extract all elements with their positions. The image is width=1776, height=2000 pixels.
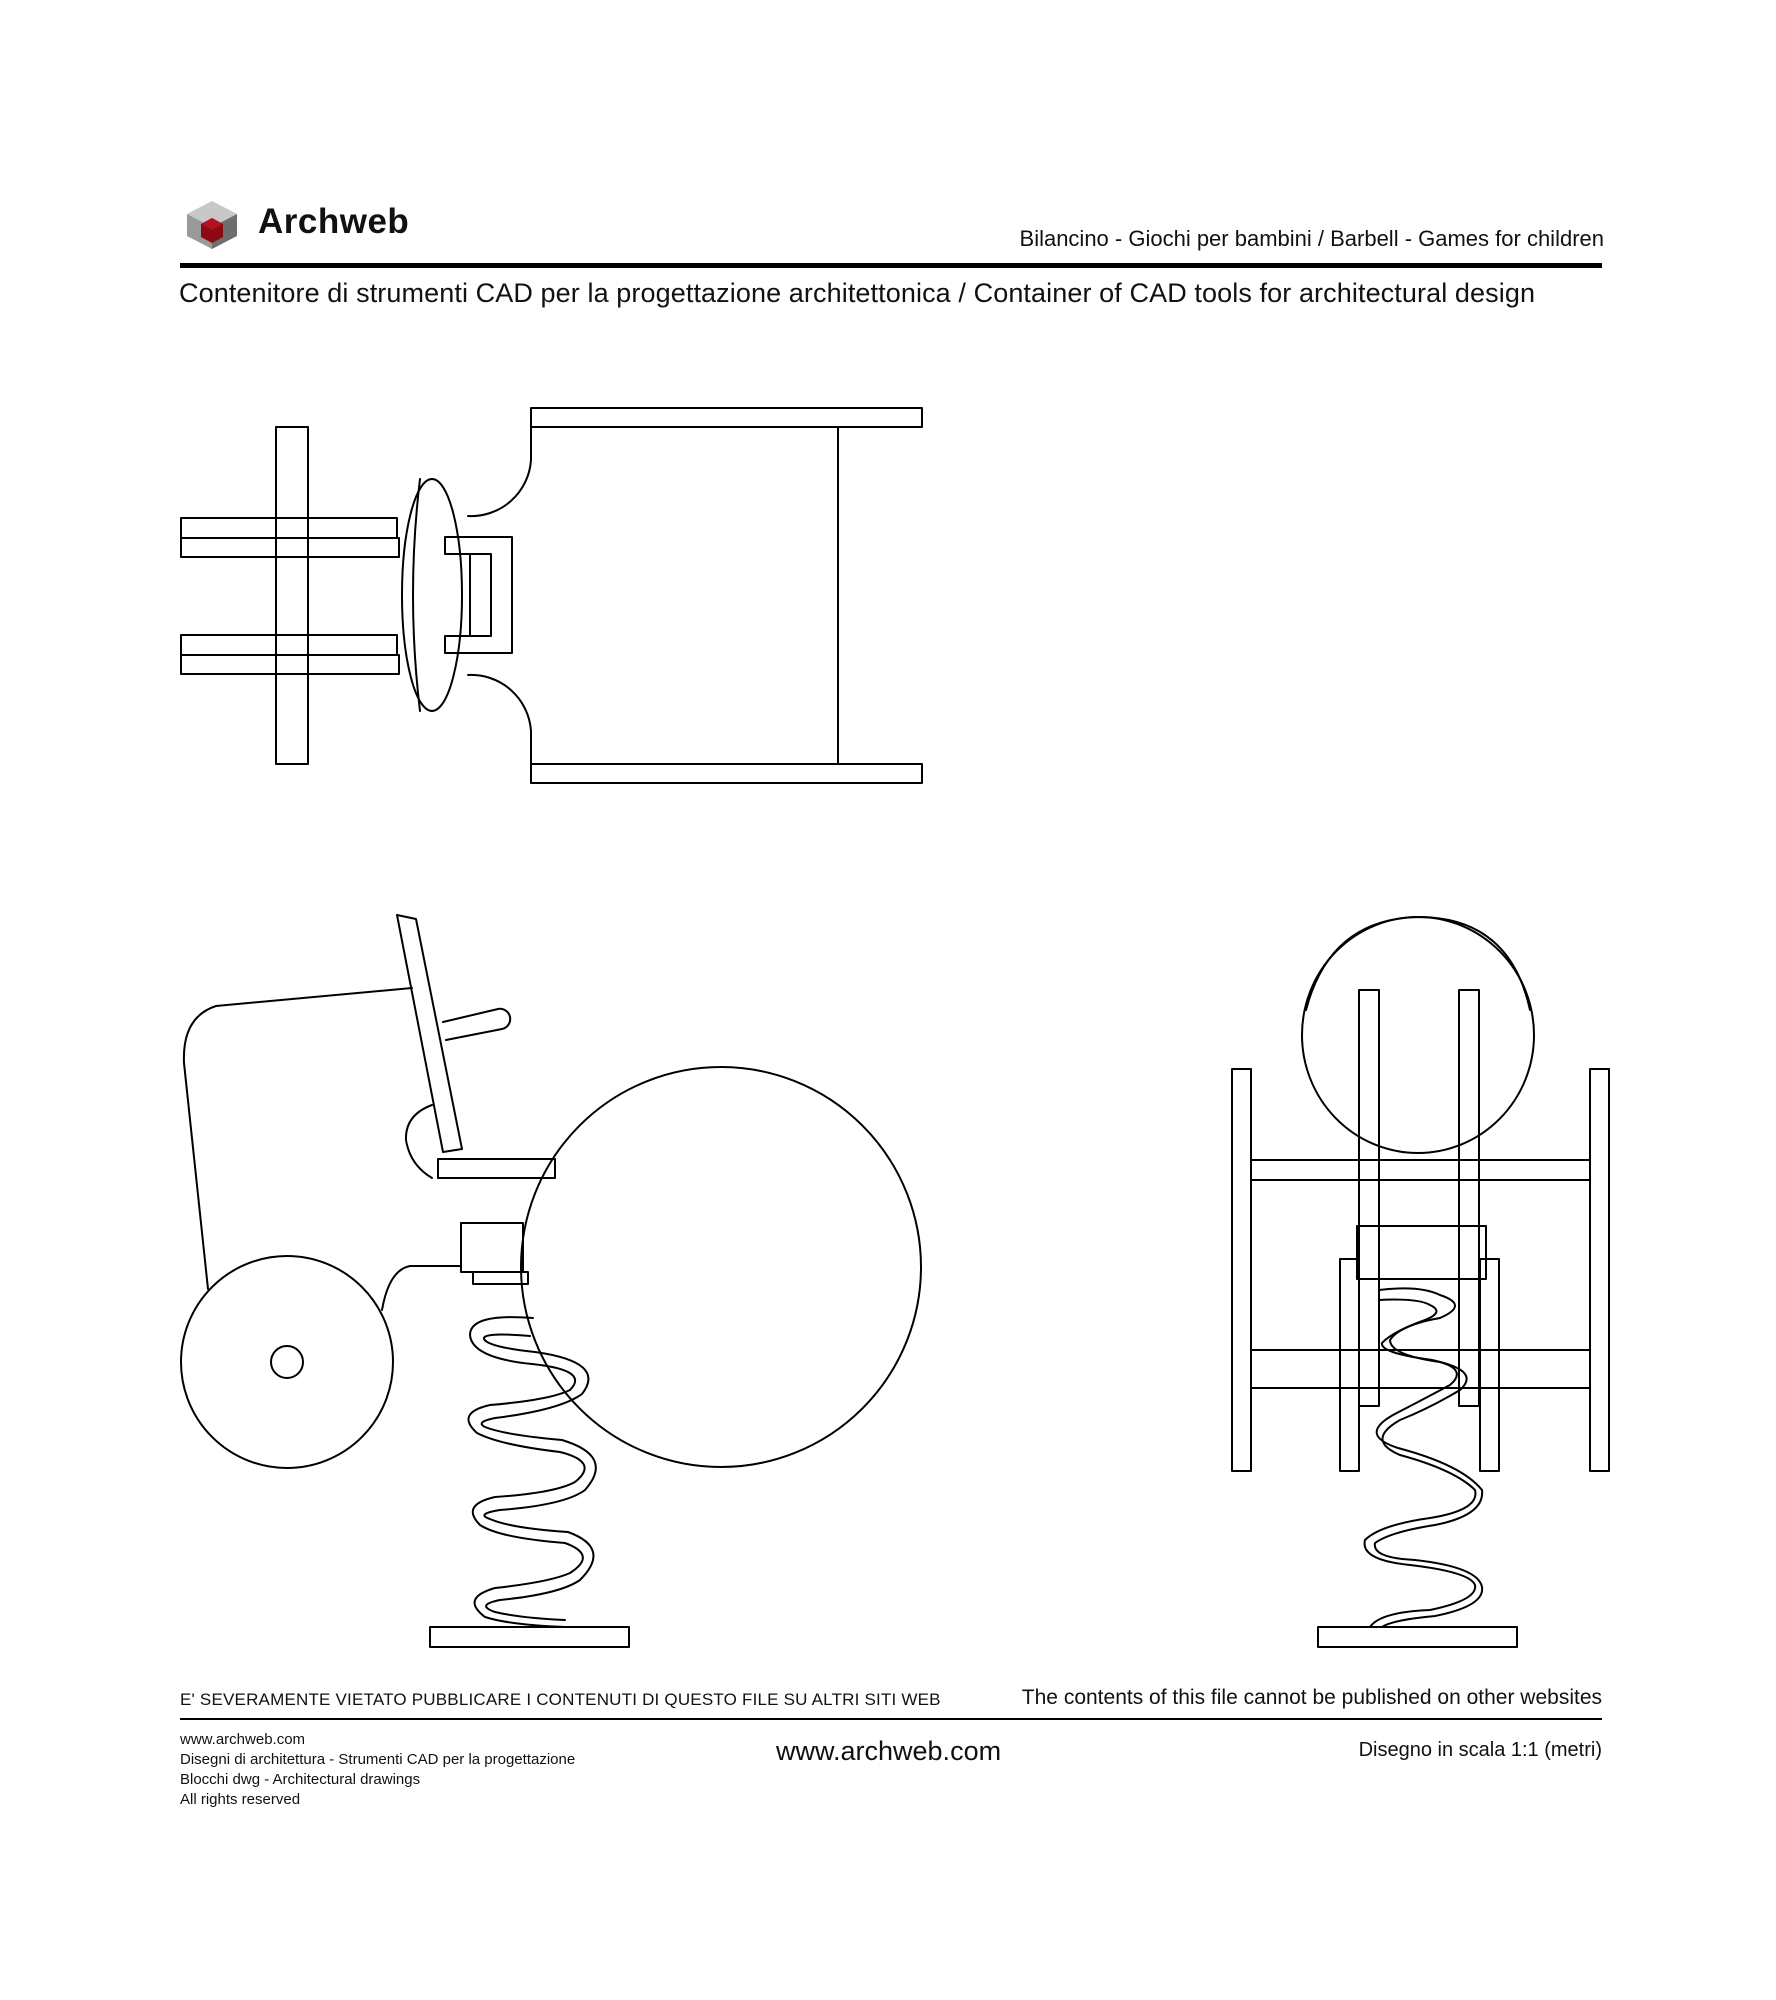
top-view-handle-lower-inner [181, 655, 399, 674]
front-view [1232, 917, 1609, 1647]
side-view-body [184, 988, 412, 1289]
side-view-big-disc [521, 1067, 921, 1467]
front-view-column-left-outer [1340, 1259, 1359, 1471]
footer-website: www.archweb.com [776, 1736, 1002, 1766]
front-view-column-right [1459, 990, 1479, 1406]
front-view-bracket [1357, 1226, 1486, 1279]
front-view-bar-lower [1251, 1350, 1590, 1388]
front-view-column-left [1359, 990, 1379, 1406]
side-view-spring [469, 1317, 596, 1627]
footer-credit-line: All rights reserved [180, 1791, 301, 1808]
front-view-base-plate [1318, 1627, 1517, 1647]
front-view-disc [1302, 917, 1534, 1153]
side-view-base-plate [430, 1627, 629, 1647]
top-view-seat-disc [402, 479, 462, 711]
top-view-handle-upper [181, 518, 397, 538]
drawing-title: Bilancino - Giochi per bambini / Barbell - Games for children [1019, 226, 1604, 251]
footer-credit-line: Blocchi dwg - Architectural drawings [180, 1771, 421, 1788]
front-view-column-right-outer [1480, 1259, 1499, 1471]
side-view-seat-bar [438, 1159, 555, 1178]
warning-italian: E' SEVERAMENTE VIETATO PUBBLICARE I CONTENUTI DI QUESTO FILE SU ALTRI SITI WEB [180, 1690, 941, 1709]
front-view-spring [1365, 1288, 1483, 1627]
side-view-wheel-hub [271, 1346, 303, 1378]
side-view-handle [443, 1009, 510, 1040]
side-view-steering-column [397, 915, 462, 1152]
front-view-rail-right [1590, 1069, 1609, 1471]
top-view [181, 408, 922, 783]
top-view-panel-top [531, 408, 922, 427]
top-view-bracket [445, 537, 512, 653]
warning-english: The contents of this file cannot be published on other websites [1021, 1686, 1602, 1709]
footer-credit-line: Disegni di architettura - Strumenti CAD per la progettazione [180, 1751, 576, 1768]
front-view-bar-upper [1251, 1160, 1590, 1180]
footer-credits [180, 1730, 575, 1810]
top-view-handle-lower [181, 635, 397, 655]
subtitle: Contenitore di strumenti CAD per la progettazione architettonica / Container of CAD tools for architectural design [179, 278, 1536, 308]
side-view [181, 915, 921, 1647]
top-view-handle-upper-inner [181, 538, 399, 557]
footer-rule [180, 1718, 1602, 1720]
top-view-panel-bottom [531, 764, 922, 783]
front-view-rail-left [1232, 1069, 1251, 1471]
top-view-axle [276, 427, 308, 764]
side-view-wheel [181, 1256, 393, 1468]
footer-credit-line: www.archweb.com [180, 1731, 306, 1748]
brand-name: Archweb [258, 202, 410, 241]
footer-scale: Disegno in scala 1:1 (metri) [1358, 1739, 1602, 1761]
side-view-bracket [461, 1223, 523, 1272]
